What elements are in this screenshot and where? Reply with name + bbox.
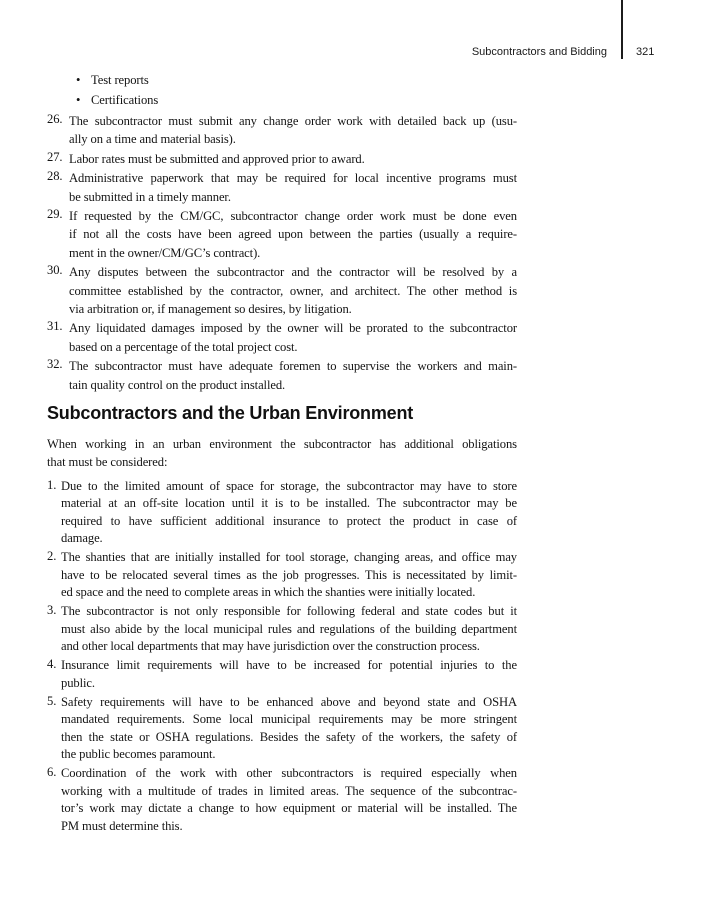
- numbered-list-item: [47, 112, 517, 149]
- item-text: [61, 765, 517, 835]
- text-line: The subcontractor must submit any change order work with detailed back up (usu-: [69, 114, 517, 128]
- item-number: 27.: [47, 149, 63, 164]
- text-line: damage.: [61, 531, 103, 546]
- numbered-list-item: [47, 169, 517, 206]
- item-number: 4.: [47, 657, 57, 672]
- numbered-list-item: [47, 657, 517, 692]
- item-text: [69, 319, 517, 356]
- text-line: tain quality control on the product installed.: [69, 377, 286, 392]
- bullet-icon: •: [76, 92, 81, 107]
- numbered-list-item: [47, 207, 517, 262]
- text-line: The shanties that are initially installed for tool storage, changing areas, and office may: [61, 550, 517, 565]
- text-line: The subcontractor is not only responsible for following federal and state codes but it: [61, 604, 517, 619]
- text-line: committee established by the contractor, owner, and architect. The other method is: [69, 283, 517, 298]
- item-text: [69, 150, 517, 168]
- bidding-numbered-list: [47, 112, 517, 394]
- item-number: 1.: [47, 477, 57, 492]
- item-number: 3.: [47, 603, 57, 618]
- text-line: via arbitration or, if management so desires, by litigation.: [69, 302, 352, 317]
- text-line: have to be relocated several times as the job progresses. This is necessitated by limit-: [61, 567, 517, 582]
- bullet-list-item: [47, 91, 517, 111]
- bullet-icon: •: [76, 73, 81, 87]
- item-text: [61, 478, 517, 548]
- item-text: [69, 357, 517, 394]
- text-line: ed space and the need to complete areas in which the shanties were initially located.: [61, 585, 476, 600]
- numbered-list-item: [47, 357, 517, 394]
- item-text: [61, 603, 517, 656]
- item-number: 2.: [47, 549, 57, 564]
- item-number: 31.: [47, 319, 63, 334]
- bullet-item-label: Certifications: [91, 92, 159, 107]
- text-line: the public becomes paramount.: [61, 747, 216, 762]
- item-text: [61, 694, 517, 764]
- text-line: then the state or OSHA regulations. Besides the safety of the workers, the safety of: [61, 729, 517, 744]
- numbered-list-item: [47, 694, 517, 764]
- section-heading: Subcontractors and the Urban Environment: [47, 403, 414, 424]
- text-line: Due to the limited amount of space for storage, the subcontractor may have to store: [61, 478, 517, 493]
- numbered-list-item: [47, 319, 517, 356]
- text-line: based on a percentage of the total project cost.: [69, 339, 298, 354]
- running-head: Subcontractors and Bidding: [471, 46, 607, 58]
- text-line: must also abide by the local municipal rules and regulations of the building department: [61, 621, 517, 636]
- text-line: PM must determine this.: [61, 818, 183, 833]
- urban-numbered-list: [47, 478, 517, 836]
- page-number: 321: [636, 46, 655, 58]
- item-text: [69, 169, 517, 206]
- item-number: 29.: [47, 207, 63, 222]
- text-line: When working in an urban environment the subcontractor has additional obligations: [47, 437, 517, 452]
- text-line: Safety requirements will have to be enhanced above and beyond state and OSHA: [61, 694, 517, 709]
- bullet-item-label: Test reports: [91, 73, 149, 87]
- numbered-list-item: [47, 603, 517, 656]
- numbered-list-item: [47, 263, 517, 318]
- numbered-list-item: [47, 150, 517, 168]
- text-line: ally on a time and material basis).: [69, 132, 236, 147]
- text-line: The subcontractor must have adequate foremen to supervise the workers and main-: [69, 359, 517, 374]
- text-line: be submitted in a timely manner.: [69, 189, 231, 204]
- text-column: [47, 71, 517, 837]
- item-number: 30.: [47, 263, 63, 278]
- bullet-list: [47, 71, 517, 110]
- text-line: if not all the costs have been agreed upon between the parties (usually a require-: [69, 227, 517, 242]
- numbered-list-item: [47, 549, 517, 602]
- text-line: required to have sufficient additional insurance to protect the product in case of: [61, 513, 517, 528]
- text-line: that must be considered:: [47, 454, 168, 469]
- text-line: public.: [61, 675, 95, 690]
- text-line: Labor rates must be submitted and approved prior to award.: [69, 151, 365, 166]
- item-text: [69, 263, 517, 318]
- header-divider-rule: [621, 0, 623, 59]
- bullet-list-item: [47, 71, 517, 91]
- item-number: 6.: [47, 765, 57, 780]
- numbered-list-item: [47, 478, 517, 548]
- intro-paragraph: [47, 436, 517, 472]
- text-line: working with a multitude of trades in limited areas. The sequence of the subcontrac-: [61, 783, 517, 798]
- text-line: Administrative paperwork that may be required for local incentive programs must: [69, 171, 517, 186]
- item-number: 28.: [47, 169, 63, 184]
- text-line: Any liquidated damages imposed by the owner will be prorated to the subcontractor: [69, 321, 517, 336]
- text-line: material at an off-site location until it is to be installed. The subcontractor may be: [61, 496, 517, 511]
- item-text: [61, 657, 517, 692]
- text-line: If requested by the CM/GC, subcontractor change order work must be done even: [69, 209, 517, 224]
- item-text: [69, 207, 517, 262]
- item-text: [69, 112, 517, 149]
- numbered-list-item: [47, 765, 517, 835]
- text-line: mandated requirements. Some local municipal requirements may be more stringent: [61, 712, 517, 727]
- item-text: [61, 549, 517, 602]
- text-line: Coordination of the work with other subcontractors is required especially when: [61, 766, 517, 781]
- text-line: tor’s work may dictate a change to how equipment or material will be installed. The: [61, 801, 517, 816]
- text-line: ment in the owner/CM/GC’s contract).: [69, 245, 261, 260]
- item-number: 5.: [47, 693, 57, 708]
- text-line: Any disputes between the subcontractor and the contractor will be resolved by a: [69, 265, 517, 280]
- text-line: Insurance limit requirements will have to be increased for potential injuries to the: [61, 658, 517, 673]
- text-line: and other local departments that may have jurisdiction over the construction process.: [61, 639, 480, 654]
- item-number: 26.: [47, 112, 63, 126]
- item-number: 32.: [47, 357, 63, 372]
